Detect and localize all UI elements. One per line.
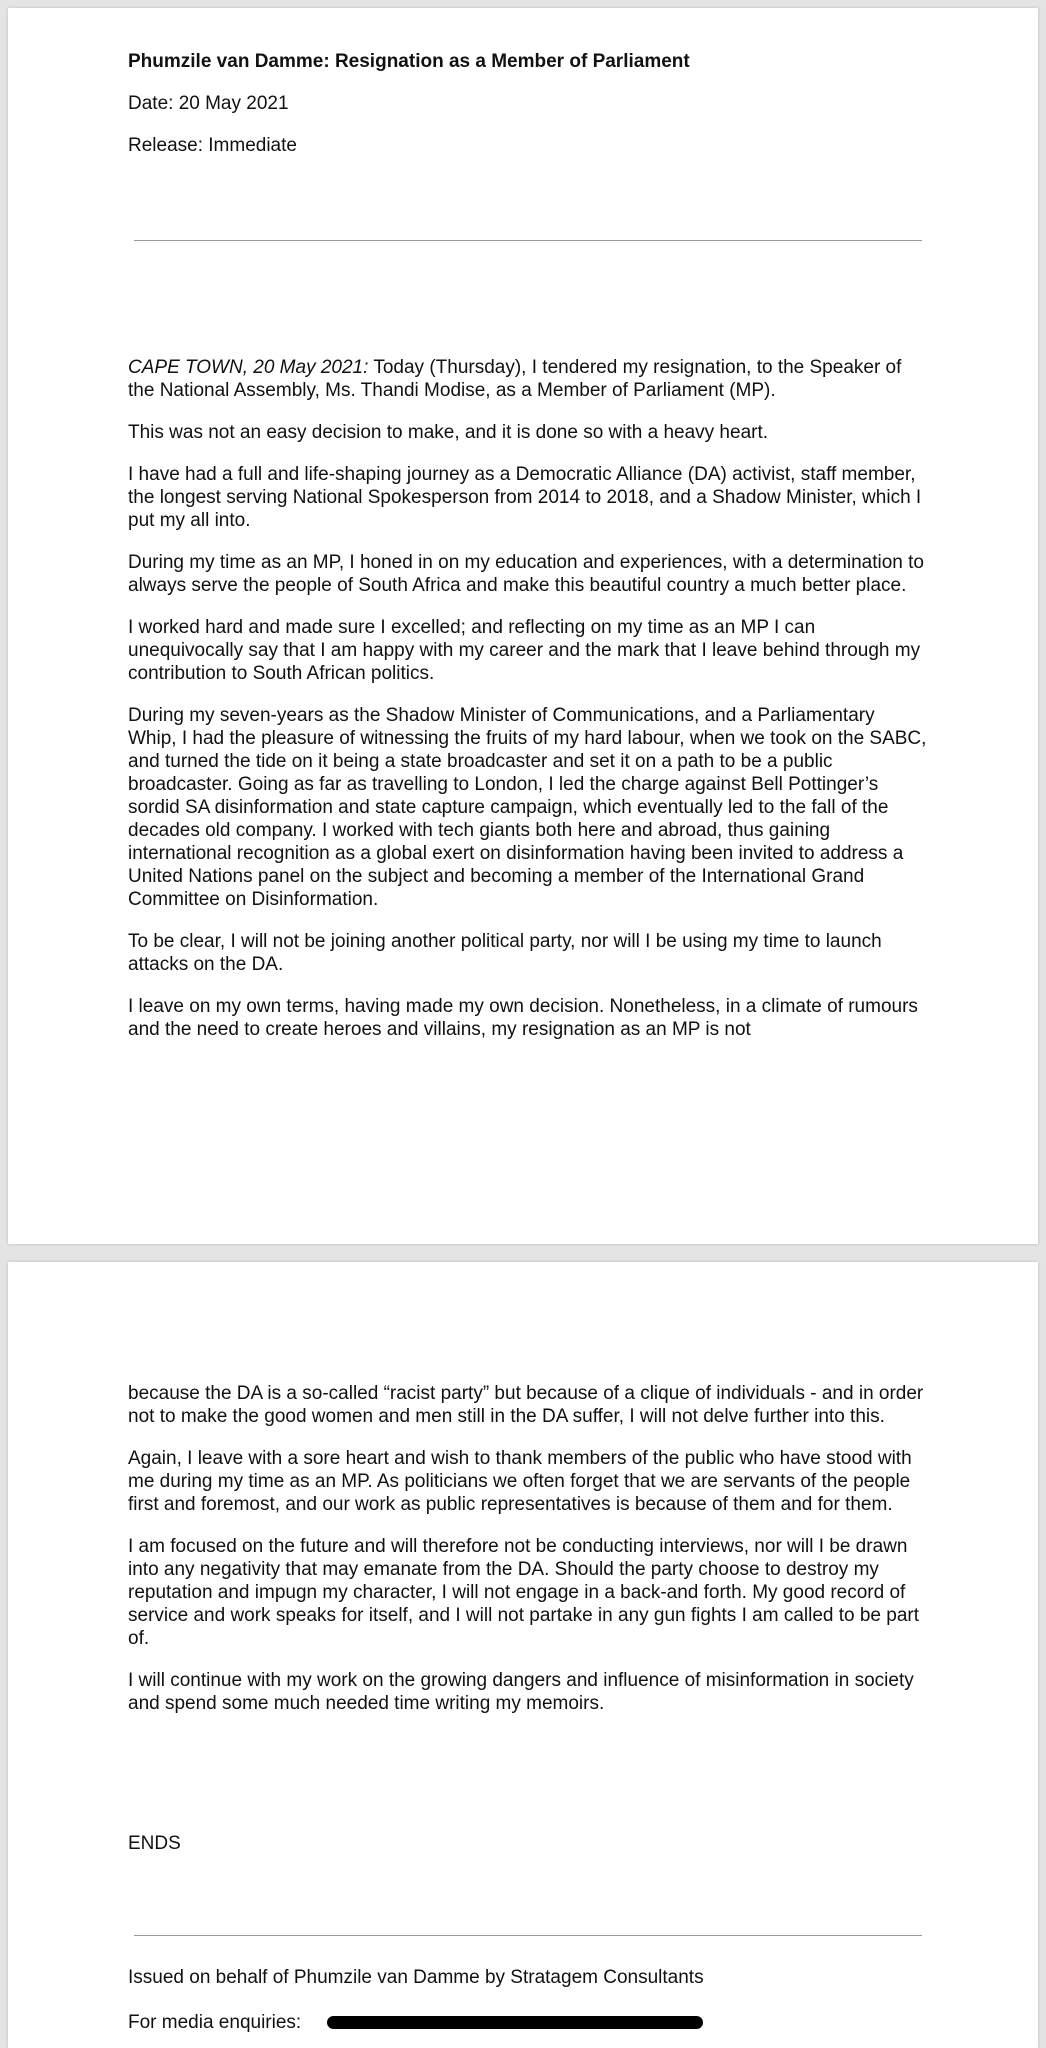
body-paragraph: During my seven-years as the Shadow Minister of Communications, and a Parliamentary Whip, I had the pleasure of witnessing the fruits of my hard labour, when we took on the SABC, and turned the tide on it being a state broadcaster and set it on a path to be a public broadcaster. Going as far as travelling to London, I led the charge against Bell Pottinger’s sordid SA disinformation and state capture campaign, which eventually led to the fall of the decades old company. I worked with tech giants both here and abroad, thus gaining international recognition as a global exert on disinformation having been invited to address a United Nations panel on the subject and becoming a member of the International Grand Committee on Disinformation. xyxy=(128,705,927,910)
release-line: Release: Immediate xyxy=(128,135,297,156)
redaction-bar xyxy=(327,2016,703,2029)
dateline: CAPE TOWN, 20 May 2021: xyxy=(128,357,369,378)
body-paragraph: I worked hard and made sure I excelled; and reflecting on my time as an MP I can unequivocally say that I am happy with my career and the mark that I leave behind through my contribution to South African politics. xyxy=(128,617,921,684)
footer-block xyxy=(128,1966,928,2034)
header-block xyxy=(128,50,928,176)
body-paragraph: During my time as an MP, I honed in on my education and experiences, with a determination to always serve the people of South Africa and make this beautiful country a much better place. xyxy=(128,552,924,596)
header-divider xyxy=(134,240,922,241)
body-paragraph: Again, I leave with a sore heart and wish to thank members of the public who have stood with me during my time as an MP. As politicians we often forget that we are servants of the people first and foremost, and our work as public representatives is because of them and for them. xyxy=(128,1448,912,1515)
body-paragraph xyxy=(128,356,928,402)
body-paragraph: I have had a full and life-shaping journey as a Democratic Alliance (DA) activist, staff member, the longest serving National Spokesperson from 2014 to 2018, and a Shadow Minister, which I put my all into. xyxy=(128,464,922,531)
footer-divider xyxy=(134,1935,922,1936)
issued-by-line: Issued on behalf of Phumzile van Damme by Stratagem Consultants xyxy=(128,1967,704,1988)
body-text-continued xyxy=(128,1382,928,1734)
body-paragraph: To be clear, I will not be joining another political party, nor will I be using my time to launch attacks on the DA. xyxy=(128,931,882,975)
ends-text: ENDS xyxy=(128,1833,181,1854)
body-paragraph: because the DA is a so-called “racist party” but because of a clique of individuals - and in order not to make the good women and men still in the DA suffer, I will not delve further into this. xyxy=(128,1383,924,1427)
document-page-2 xyxy=(8,1262,1038,2048)
document-page-1 xyxy=(8,8,1038,1244)
ends-marker xyxy=(128,1832,928,1874)
body-paragraph: This was not an easy decision to make, and it is done so with a heavy heart. xyxy=(128,422,769,443)
date-line: Date: 20 May 2021 xyxy=(128,93,289,114)
body-text xyxy=(128,356,928,1060)
media-enquiries-row xyxy=(128,2011,928,2034)
media-enquiries-label: For media enquiries: xyxy=(128,2012,302,2033)
body-paragraph: I will continue with my work on the growing dangers and influence of misinformation in society and spend some much needed time writing my memoirs. xyxy=(128,1670,914,1714)
paragraph-text: Today (Thursday), I tendered my resignation, to the Speaker of the National Assembly, Ms. Thandi Modise, as a Member of Parliament (MP). xyxy=(128,357,902,401)
document-title: Phumzile van Damme: Resignation as a Member of Parliament xyxy=(128,51,690,72)
body-paragraph: I am focused on the future and will therefore not be conducting interviews, nor will I be drawn into any negativity that may emanate from the DA. Should the party choose to destroy my reputation and impugn my character, I will not engage in a back-and forth. My good record of service and work speaks for itself, and I will not partake in any gun fights I am called to be part of. xyxy=(128,1536,920,1649)
body-paragraph: I leave on my own terms, having made my own decision. Nonetheless, in a climate of rumours and the need to create heroes and villains, my resignation as an MP is not xyxy=(128,996,918,1040)
